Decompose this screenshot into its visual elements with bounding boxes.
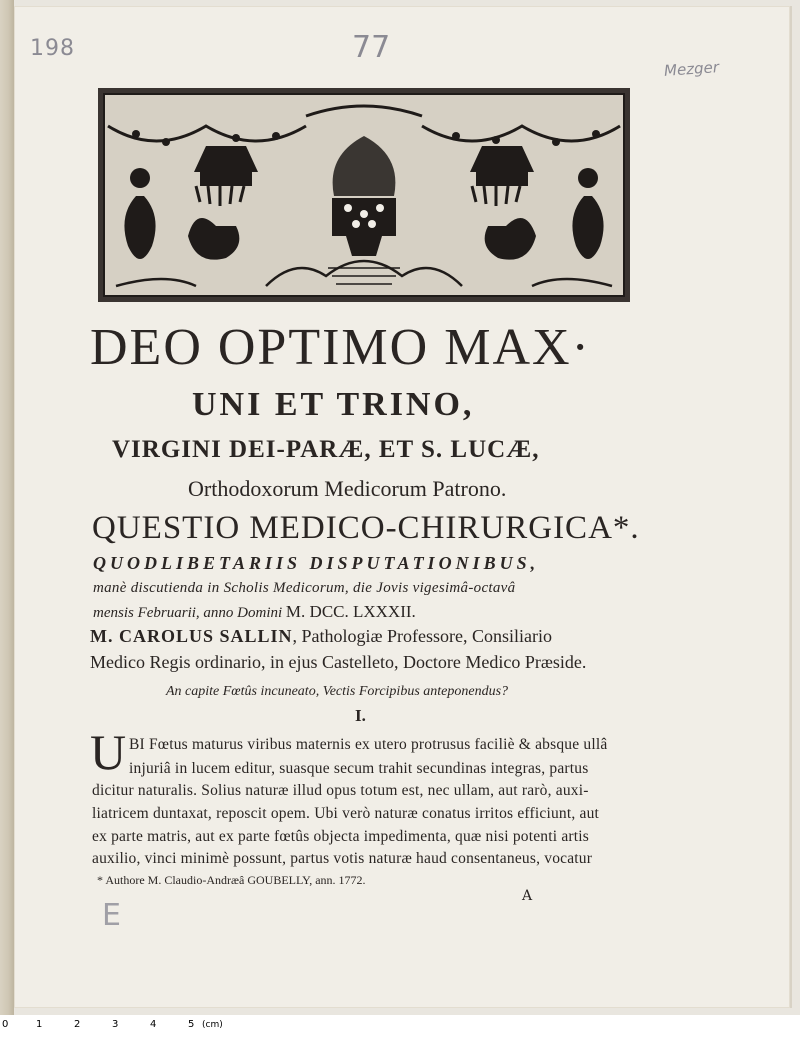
- page-edge: [790, 6, 792, 1008]
- section-number: I.: [355, 706, 366, 725]
- body-line-3: dicitur naturalis. Solius naturæ illud opus totum est, nec ullam, aut rarò, auxi-: [92, 782, 589, 799]
- date-year: M. DCC. LXXXII.: [285, 602, 416, 621]
- quaestio-question: An capite Fœtûs incuneato, Vectis Forcipibus anteponendus?: [166, 684, 509, 699]
- praeses-line-2: Medico Regis ordinario, in ejus Castelleto, Doctore Medico Præside.: [90, 652, 587, 672]
- dedication-patron: Orthodoxorum Medicorum Patrono.: [188, 476, 507, 501]
- drop-cap: U: [90, 724, 127, 780]
- dedication-title: DEO OPTIMO MAX·: [90, 319, 591, 376]
- book-binding-edge: [0, 0, 14, 1015]
- body-line-6: auxilio, vinci minimè possunt, partus votis naturæ haud consentaneus, vocatur: [92, 850, 593, 867]
- ruler-label-3: 3: [112, 1019, 119, 1030]
- disputation-line: QUODLIBETARIIS DISPUTATIONIBUS,: [93, 553, 540, 573]
- ruler-label-5: 5: [188, 1019, 195, 1030]
- body-line-2: injuriâ in lucem editur, suasque secum trahit secundinas integras, partus: [129, 760, 589, 777]
- scale-ruler: [0, 1015, 800, 1048]
- ruler-label-1: 1: [36, 1019, 43, 1030]
- body-line-4: liatricem duntaxat, reposcit opem. Ubi verò naturæ conatus irritos efficiunt, aut: [92, 805, 600, 822]
- praeses-name: M. CAROLUS SALLIN: [90, 626, 293, 646]
- discussion-line: manè discutienda in Scholis Medicorum, die Jovis vigesimâ-octavâ: [93, 580, 516, 596]
- dedication-trinity: UNI ET TRINO,: [192, 386, 475, 423]
- footnote: * Authore M. Claudio-Andræâ GOUBELLY, ann. 1772.: [97, 873, 366, 887]
- signature-mark: A: [522, 888, 533, 904]
- body-line-1: BI Fœtus maturus viribus maternis ex utero protrusus faciliè & absque ullâ: [129, 736, 608, 753]
- handwritten-page-number: 77: [352, 30, 391, 65]
- praeses-title: , Pathologiæ Professore, Consiliario: [292, 626, 553, 646]
- question-heading: QUESTIO MEDICO-CHIRURGICA*.: [92, 510, 640, 546]
- date-month: mensis Februarii, anno Domini: [93, 605, 283, 621]
- handwritten-letter-note: E: [102, 898, 121, 933]
- handwritten-folio-number: 198: [30, 36, 75, 61]
- ruler-label-2: 2: [74, 1019, 81, 1030]
- praeses-line: [90, 626, 552, 647]
- date-line: [93, 602, 416, 622]
- handwritten-name-note: Mezger: [663, 58, 720, 80]
- ornamental-headpiece: [96, 86, 632, 304]
- dedication-virgin: VIRGINI DEI-PARÆ, ET S. LUCÆ,: [112, 436, 540, 463]
- ruler-unit: (cm): [202, 1020, 223, 1030]
- body-line-5: ex parte matris, aut ex parte fœtûs objecta impedimenta, quæ nisi potenti artis: [92, 828, 590, 845]
- ruler-label-0: 0: [2, 1019, 9, 1030]
- ruler-label-4: 4: [150, 1019, 157, 1030]
